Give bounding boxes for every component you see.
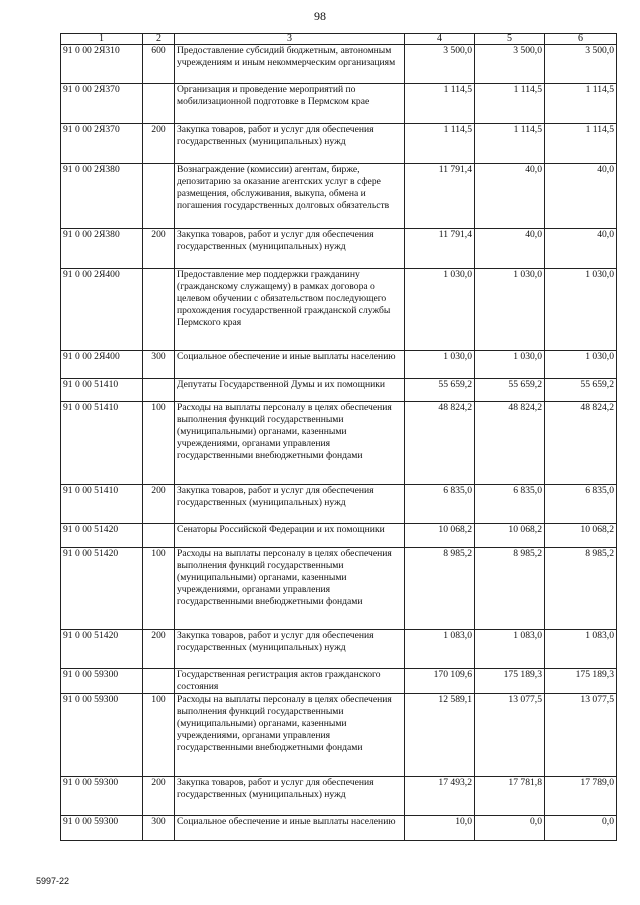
amount-col6-cell: 55 659,2 <box>545 379 617 402</box>
budget-code-cell: 91 0 00 51420 <box>61 524 143 548</box>
item-name-cell: Закупка товаров, работ и услуг для обеспечения государственных (муниципальных) нужд <box>175 229 405 269</box>
amount-col5-cell: 48 824,2 <box>475 402 545 485</box>
amount-col5-cell: 40,0 <box>475 229 545 269</box>
header-col-1: 1 <box>61 34 143 45</box>
expense-type-cell <box>143 669 175 694</box>
amount-col6-cell: 6 835,0 <box>545 485 617 524</box>
amount-col4-cell: 8 985,2 <box>405 548 475 630</box>
item-name-cell: Государственная регистрация актов гражданского состояния <box>175 669 405 694</box>
amount-col5-cell: 1 030,0 <box>475 351 545 379</box>
amount-col5-cell: 6 835,0 <box>475 485 545 524</box>
expense-type-cell: 100 <box>143 694 175 777</box>
budget-code-cell: 91 0 00 59300 <box>61 777 143 816</box>
amount-col6-cell: 17 789,0 <box>545 777 617 816</box>
expense-type-cell: 300 <box>143 351 175 379</box>
budget-code-cell: 91 0 00 51410 <box>61 402 143 485</box>
item-name-cell: Расходы на выплаты персоналу в целях обеспечения выполнения функций государственными (муниципальными) органами, казенными учреждениями, органами управления государственными внебюджетными фондами <box>175 694 405 777</box>
expense-type-cell <box>143 524 175 548</box>
header-col-6: 6 <box>545 34 617 45</box>
amount-col6-cell: 1 114,5 <box>545 84 617 124</box>
amount-col6-cell: 1 114,5 <box>545 124 617 164</box>
amount-col5-cell: 55 659,2 <box>475 379 545 402</box>
budget-code-cell: 91 0 00 59300 <box>61 694 143 777</box>
budget-code-cell: 91 0 00 59300 <box>61 816 143 841</box>
header-col-5: 5 <box>475 34 545 45</box>
table-row <box>61 548 617 630</box>
table-row <box>61 229 617 269</box>
amount-col4-cell: 10 068,2 <box>405 524 475 548</box>
expense-type-cell: 200 <box>143 485 175 524</box>
table-row <box>61 816 617 841</box>
amount-col5-cell: 1 083,0 <box>475 630 545 669</box>
table-row <box>61 485 617 524</box>
amount-col5-cell: 0,0 <box>475 816 545 841</box>
amount-col6-cell: 48 824,2 <box>545 402 617 485</box>
amount-col4-cell: 1 083,0 <box>405 630 475 669</box>
amount-col4-cell: 17 493,2 <box>405 777 475 816</box>
budget-code-cell: 91 0 00 51410 <box>61 485 143 524</box>
item-name-cell: Предоставление субсидий бюджетным, автономным учреждениям и иным некоммерческим организациям <box>175 45 405 84</box>
budget-code-cell: 91 0 00 2Я400 <box>61 269 143 351</box>
amount-col6-cell: 175 189,3 <box>545 669 617 694</box>
table-row <box>61 164 617 229</box>
amount-col6-cell: 1 083,0 <box>545 630 617 669</box>
expense-type-cell <box>143 84 175 124</box>
budget-code-cell: 91 0 00 51420 <box>61 630 143 669</box>
table-body <box>61 45 617 841</box>
item-name-cell: Расходы на выплаты персоналу в целях обеспечения выполнения функций государственными (муниципальными) органами, казенными учреждениями, органами управления государственными внебюджетными фондами <box>175 402 405 485</box>
document-code: 5997-22 <box>36 876 70 886</box>
amount-col4-cell: 12 589,1 <box>405 694 475 777</box>
amount-col5-cell: 8 985,2 <box>475 548 545 630</box>
table-row <box>61 669 617 694</box>
expense-type-cell <box>143 269 175 351</box>
table-row <box>61 84 617 124</box>
amount-col6-cell: 40,0 <box>545 164 617 229</box>
amount-col4-cell: 3 500,0 <box>405 45 475 84</box>
header-col-2: 2 <box>143 34 175 45</box>
item-name-cell: Закупка товаров, работ и услуг для обеспечения государственных (муниципальных) нужд <box>175 630 405 669</box>
expense-type-cell: 200 <box>143 229 175 269</box>
amount-col5-cell: 1 114,5 <box>475 124 545 164</box>
item-name-cell: Предоставление мер поддержки гражданину (гражданскому служащему) в рамках договора о целевом обучении с обязательством последующего прохождения государственной гражданской службы Пермского края <box>175 269 405 351</box>
amount-col6-cell: 13 077,5 <box>545 694 617 777</box>
item-name-cell: Расходы на выплаты персоналу в целях обеспечения выполнения функций государственными (муниципальными) органами, казенными учреждениями, органами управления государственными внебюджетными фондами <box>175 548 405 630</box>
table-row <box>61 269 617 351</box>
table-row <box>61 124 617 164</box>
item-name-cell: Социальное обеспечение и иные выплаты населению <box>175 816 405 841</box>
expense-type-cell: 600 <box>143 45 175 84</box>
budget-table <box>60 33 617 841</box>
expense-type-cell: 100 <box>143 402 175 485</box>
expense-type-cell: 300 <box>143 816 175 841</box>
budget-code-cell: 91 0 00 51420 <box>61 548 143 630</box>
amount-col4-cell: 10,0 <box>405 816 475 841</box>
header-col-3: 3 <box>175 34 405 45</box>
table-header-row <box>61 34 617 45</box>
table-row <box>61 777 617 816</box>
amount-col6-cell: 0,0 <box>545 816 617 841</box>
table-row <box>61 694 617 777</box>
table-row <box>61 379 617 402</box>
expense-type-cell: 100 <box>143 548 175 630</box>
amount-col6-cell: 3 500,0 <box>545 45 617 84</box>
budget-code-cell: 91 0 00 2Я370 <box>61 84 143 124</box>
table-row <box>61 402 617 485</box>
amount-col5-cell: 17 781,8 <box>475 777 545 816</box>
amount-col5-cell: 1 030,0 <box>475 269 545 351</box>
table-row <box>61 630 617 669</box>
amount-col5-cell: 1 114,5 <box>475 84 545 124</box>
amount-col6-cell: 40,0 <box>545 229 617 269</box>
amount-col5-cell: 40,0 <box>475 164 545 229</box>
expense-type-cell <box>143 164 175 229</box>
amount-col6-cell: 1 030,0 <box>545 351 617 379</box>
budget-code-cell: 91 0 00 2Я370 <box>61 124 143 164</box>
amount-col5-cell: 175 189,3 <box>475 669 545 694</box>
amount-col5-cell: 13 077,5 <box>475 694 545 777</box>
amount-col4-cell: 6 835,0 <box>405 485 475 524</box>
amount-col4-cell: 48 824,2 <box>405 402 475 485</box>
budget-code-cell: 91 0 00 59300 <box>61 669 143 694</box>
table-row <box>61 45 617 84</box>
header-col-4: 4 <box>405 34 475 45</box>
amount-col6-cell: 8 985,2 <box>545 548 617 630</box>
budget-code-cell: 91 0 00 51410 <box>61 379 143 402</box>
budget-code-cell: 91 0 00 2Я400 <box>61 351 143 379</box>
budget-code-cell: 91 0 00 2Я310 <box>61 45 143 84</box>
expense-type-cell <box>143 379 175 402</box>
amount-col4-cell: 1 030,0 <box>405 269 475 351</box>
item-name-cell: Сенаторы Российской Федерации и их помощники <box>175 524 405 548</box>
table-row <box>61 351 617 379</box>
amount-col4-cell: 1 030,0 <box>405 351 475 379</box>
amount-col5-cell: 3 500,0 <box>475 45 545 84</box>
page-number: 98 <box>314 9 326 23</box>
expense-type-cell: 200 <box>143 777 175 816</box>
table-row <box>61 524 617 548</box>
amount-col5-cell: 10 068,2 <box>475 524 545 548</box>
item-name-cell: Депутаты Государственной Думы и их помощники <box>175 379 405 402</box>
amount-col4-cell: 11 791,4 <box>405 229 475 269</box>
item-name-cell: Закупка товаров, работ и услуг для обеспечения государственных (муниципальных) нужд <box>175 485 405 524</box>
expense-type-cell: 200 <box>143 124 175 164</box>
item-name-cell: Закупка товаров, работ и услуг для обеспечения государственных (муниципальных) нужд <box>175 777 405 816</box>
item-name-cell: Вознаграждение (комиссии) агентам, бирже, депозитарию за оказание агентских услуг в сфере размещения, обслуживания, выкупа, обмена и погашения государственных долговых обязательств <box>175 164 405 229</box>
amount-col4-cell: 55 659,2 <box>405 379 475 402</box>
amount-col4-cell: 170 109,6 <box>405 669 475 694</box>
amount-col6-cell: 10 068,2 <box>545 524 617 548</box>
amount-col4-cell: 1 114,5 <box>405 124 475 164</box>
item-name-cell: Закупка товаров, работ и услуг для обеспечения государственных (муниципальных) нужд <box>175 124 405 164</box>
amount-col4-cell: 1 114,5 <box>405 84 475 124</box>
amount-col6-cell: 1 030,0 <box>545 269 617 351</box>
budget-code-cell: 91 0 00 2Я380 <box>61 229 143 269</box>
expense-type-cell: 200 <box>143 630 175 669</box>
amount-col4-cell: 11 791,4 <box>405 164 475 229</box>
item-name-cell: Организация и проведение мероприятий по мобилизационной подготовке в Пермском крае <box>175 84 405 124</box>
budget-code-cell: 91 0 00 2Я380 <box>61 164 143 229</box>
item-name-cell: Социальное обеспечение и иные выплаты населению <box>175 351 405 379</box>
